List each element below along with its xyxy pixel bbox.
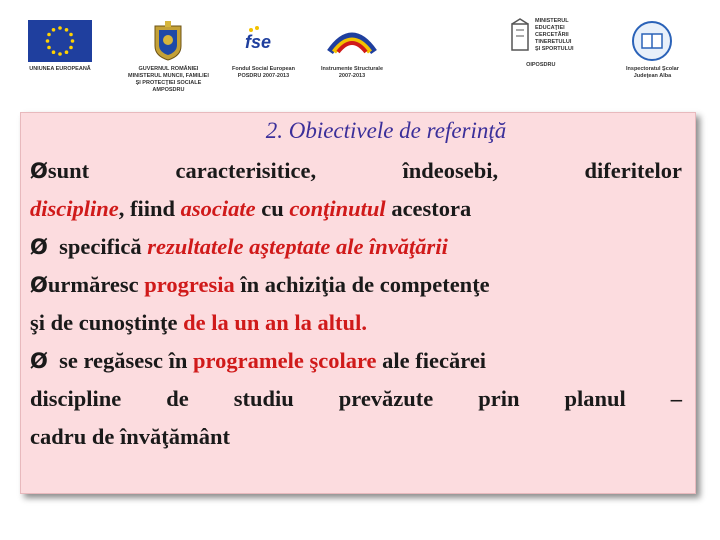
- slide-title: 2. Obiectivele de referinţă: [265, 118, 507, 143]
- logo-caption: GUVERNUL ROMÂNIEI MINISTERUL MUNCII, FAMILIEI ŞI PROTECŢIEI SOCIALE AMPOSDRU: [128, 66, 209, 93]
- bullet-3-line-1: Øurmăresc progresia în achiziţia de competenţe: [30, 272, 490, 297]
- bullet-4-line-1: Ø se regăsesc în programele şcolare ale fiecărei: [30, 348, 487, 373]
- government-logo: [128, 20, 209, 94]
- bullet-1-line-1: Øsunt caracterisitice, îndeosebi, diferitelor: [30, 158, 682, 183]
- bullet-1-line-2: discipline, fiind asociate cu conţinutul acestora: [30, 196, 472, 221]
- bullet-arrow-icon: Ø: [30, 235, 48, 259]
- bullet-2: Ø specifică rezultatele aşteptate ale învăţării: [30, 234, 448, 259]
- logo-caption: Inspectoratul Şcolar Judeţean Alba: [626, 66, 679, 79]
- svg-text:fse: fse: [245, 32, 272, 52]
- bullet-arrow-icon: Ø: [30, 273, 48, 297]
- logo-caption-secondary: OIPOSDRU: [526, 62, 556, 68]
- logo-caption: UNIUNEA EUROPEANĂ: [29, 66, 91, 72]
- ministry-education-logo-icon: [508, 18, 532, 58]
- bullet-4-line-2: discipline de studiu prevăzute prin planul –: [30, 386, 682, 411]
- bullet-arrow-icon: Ø: [30, 159, 48, 183]
- isj-logo: [626, 20, 679, 80]
- eu-logo: [28, 20, 92, 73]
- bullet-arrow-icon: Ø: [30, 349, 48, 373]
- logo-caption: Fondul Social European POSDRU 2007-2013: [232, 66, 295, 79]
- bullet-3-line-2: şi de cunoştinţe de la un an la altul.: [30, 310, 367, 335]
- logo-strip: [0, 0, 720, 110]
- structural-instruments-logo: [320, 20, 384, 80]
- structural-instruments-logo-icon: [320, 20, 384, 62]
- fse-logo-icon: [239, 20, 287, 62]
- fse-logo: [232, 20, 295, 80]
- romania-coat-of-arms-icon: [151, 20, 185, 62]
- logo-caption: MINISTERUL EDUCAŢIEI CERCETĂRII TINERETULUI ŞI SPORTULUI: [535, 18, 574, 52]
- ministry-logo: [508, 18, 574, 69]
- eu-flag-icon: [28, 20, 92, 62]
- slide-content: [30, 118, 682, 456]
- bullet-4-line-3: cadru de învăţământ: [30, 424, 231, 449]
- isj-alba-logo-icon: [630, 20, 674, 62]
- logo-caption: Instrumente Structurale 2007-2013: [320, 66, 384, 79]
